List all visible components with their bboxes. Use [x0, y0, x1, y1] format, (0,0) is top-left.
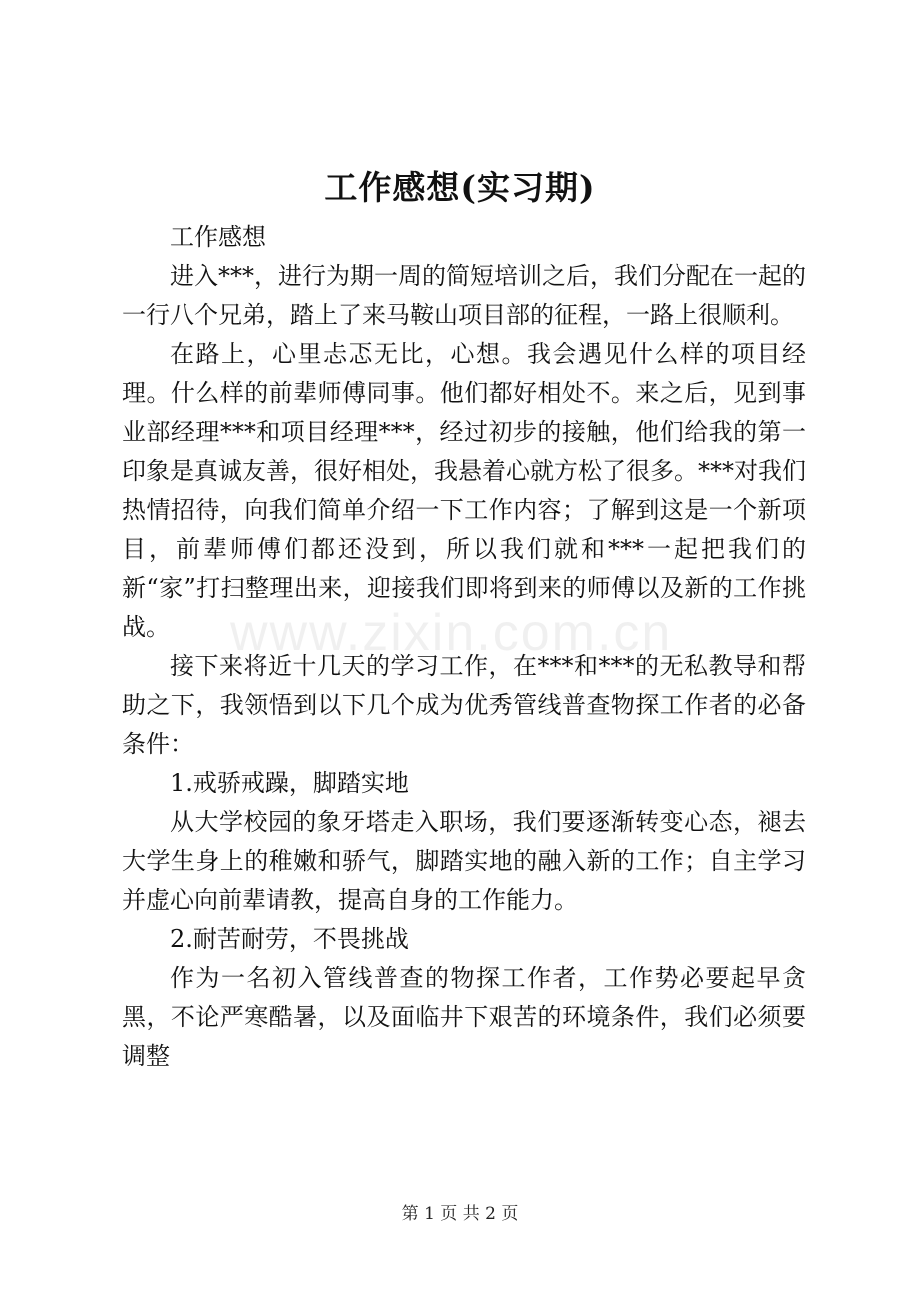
paragraph-3: 接下来将近十几天的学习工作，在***和***的无私教导和帮助之下，我领悟到以下几个成为优秀管线普查物探工作者的必备条件： — [122, 652, 806, 758]
paragraph-4: 从大学校园的象牙塔走入职场，我们要逐渐转变心态，褪去大学生身上的稚嫩和骄气，脚踏实地的融入新的工作；自主学习并虚心向前辈请教，提高自身的工作能力。 — [122, 808, 806, 914]
document-title: 工作感想(实习期) — [324, 168, 596, 207]
watermark-logo: www.zixin.com.cn — [230, 604, 673, 662]
list-item-1-heading: 1.戒骄戒躁，脚踏实地 — [170, 769, 409, 797]
section-heading: 工作感想 — [170, 223, 266, 251]
list-item-2-heading: 2.耐苦耐劳，不畏挑战 — [170, 925, 409, 953]
paragraph-5: 作为一名初入管线普查的物探工作者，工作势必要起早贪黑，不论严寒酷暑，以及面临井下艰苦的环境条件，我们必须要调整 — [122, 964, 806, 1070]
page-footer: 第 1 页 共 2 页 — [401, 1204, 519, 1224]
paragraph-2: 在路上，心里忐忑无比，心想。我会遇见什么样的项目经理。什么样的前辈师傅同事。他们都好相处不。来之后，见到事业部经理***和项目经理***，经过初步的接触，他们给我的第一印象是真诚友善，很好相处，我悬着心就方松了很多。***对我们热情招待，向我们简单介绍一下工作内容；了解到这是一个新项目，前辈师傅们都还没到，所以我们就和***一起把我们的新“家”打扫整理出来，迎接我们即将到来的师傅以及新的工作挑战。 — [122, 340, 806, 641]
paragraph-1: 进入***，进行为期一周的简短培训之后，我们分配在一起的一行八个兄弟，踏上了来马鞍山项目部的征程，一路上很顺利。 — [122, 262, 806, 329]
document-body — [122, 218, 806, 1076]
